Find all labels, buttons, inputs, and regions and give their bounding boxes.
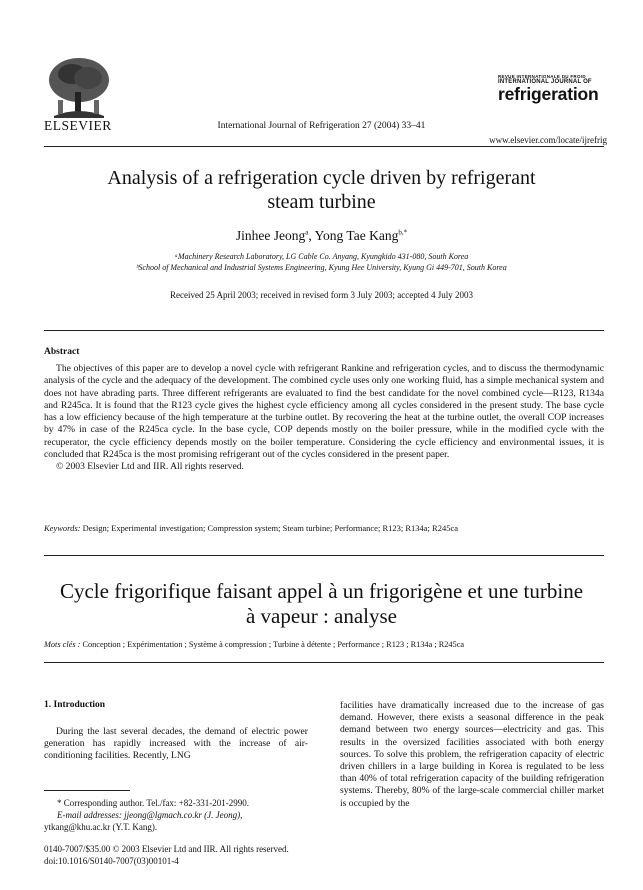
footnote-emails-cont: ytkang@khu.ac.kr (Y.T. Kang). (44, 822, 158, 832)
abstract-copyright: © 2003 Elsevier Ltd and IIR. All rights reserved. (56, 461, 244, 473)
article-title-line2: steam turbine (267, 191, 376, 213)
mots-cles-label: Mots clés : (44, 640, 81, 649)
french-title-line1: Cycle frigorifique faisant appel à un frigorigène et une turbine (59, 579, 584, 603)
header-rule (44, 146, 604, 147)
abstract-body (44, 363, 604, 474)
abstract-text: The objectives of this paper are to develop a novel cycle with refrigerant Rankine and refrigeration cycles, and to discuss the thermodynamic analysis of the cycle and the adequacy of the development. The combined cycle uses only one working fluid, has a simple mechanical system and does not have abrading parts. Three different refrigerants are evaluated to find the best candidate for the novel combined cycle—R123, R134a and R245ca. It is found that the R123 cycle gives the highest cycle efficiency among all cycles considered in the present study. The base cycle has a low efficiency because of the high temperature at the turbine outlet. By recovering the heat at the turbine outlet, the overall COP increases by 47% in case of the R245ca cycle. In the base cycle, COP depends mostly on the boiler pressure, while in the modified cycle with the recuperator, the cycle efficiency depends mostly on the boiler temperature. Considering the cycle efficiency and environmental issues, it is concluded that R245ca is the most promising refrigerant out of the cycles considered in the present paper. (44, 363, 604, 461)
abstract-heading: Abstract (44, 347, 80, 357)
body-column-1 (44, 726, 308, 763)
journal-url[interactable]: www.elsevier.com/locate/ijrefrig (489, 135, 607, 145)
affiliation-b: ᵇSchool of Mechanical and Industrial Systems Engineering, Kyung Hee University, Kyung Gi 449-701, South Korea (136, 263, 507, 272)
mots-cles (44, 640, 464, 649)
intro-paragraph: During the last several decades, the demand of electric power generation has rapidly increased with the increase of air-conditioning facilities. Recently, LNG (44, 726, 308, 762)
body-column-2: facilities have dramatically increased due to the increase of gas demand. However, there exists a seasonal difference in the peak demand between two energy sources—electricity and gas. This results in the oversized facilities associated with both energy sources. To solve this problem, the refrigeration capacity of electric driven chillers in a large building in Korea is regulated to be less than 40% of total refrigeration capacity of the building refrigeration systems. Thereby, 80% of the large-scale commercial chiller market is occupied by the (340, 700, 604, 809)
author-2: Yong Tae Kang (314, 228, 399, 243)
footnote-emails: E-mail addresses: jjeong@lgmach.co.kr (J. Jeong), (57, 810, 243, 820)
author-1: Jinhee Jeong (235, 228, 306, 243)
author-2-affil: b,* (398, 228, 408, 237)
bottom-info (44, 843, 289, 867)
doi[interactable]: doi:10.1016/S0140-7007(03)00101-4 (44, 856, 179, 866)
authors (0, 228, 643, 244)
footnote (44, 797, 314, 833)
french-title-line2: à vapeur : analyse (245, 604, 397, 628)
journal-logo-tagline: REVUE INTERNATIONALE DU FROID (498, 74, 586, 79)
journal-logo-subtitle: INTERNATIONAL JOURNAL OF (498, 79, 592, 85)
keywords-list: Design; Experimental investigation; Compression system; Steam turbine; Performance; R123; R134a; R245ca (80, 523, 458, 533)
journal-reference: International Journal of Refrigeration 27 (2004) 33–41 (217, 121, 426, 131)
footnote-corresponding: * Corresponding author. Tel./fax: +82-331-201-2990. (57, 798, 250, 808)
publisher-name: ELSEVIER (44, 118, 112, 133)
article-title-line1: Analysis of a refrigeration cycle driven by refrigerant (107, 167, 536, 189)
author-separator: , (308, 228, 315, 243)
abstract-bottom-rule (44, 555, 604, 556)
section-heading: 1. Introduction (44, 700, 106, 710)
received-dates: Received 25 April 2003; received in revised form 3 July 2003; accepted 4 July 2003 (170, 290, 473, 300)
footnote-rule (44, 790, 130, 791)
journal-logo (498, 74, 598, 103)
keywords (44, 523, 458, 533)
author-1-affil: a (305, 228, 309, 237)
keywords-label: Keywords: (44, 523, 81, 533)
abstract-top-rule (44, 330, 604, 331)
mots-cles-list: Conception ; Expérimentation ; Système à compression ; Turbine à détente ; Performance ; R123 ; R134a ; R245ca (80, 640, 465, 649)
french-bottom-rule (44, 662, 604, 663)
journal-logo-title: refrigeration (498, 84, 599, 104)
issn-copyright: 0140-7007/$35.00 © 2003 Elsevier Ltd and IIR. All rights reserved. (44, 844, 289, 854)
affiliation-a: ᵃMachinery Research Laboratory, LG Cable Co. Anyang, Kyungkido 431-080, South Korea (174, 252, 469, 261)
